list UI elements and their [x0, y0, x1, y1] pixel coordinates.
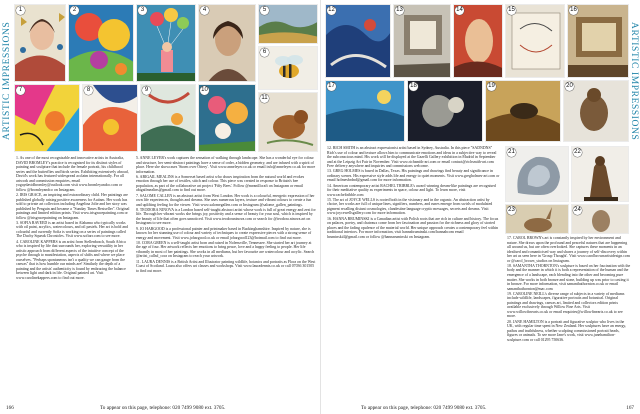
image-number: 2: [70, 6, 79, 15]
artist-entry-5: 5. ANNE LEYER's work captures the sensation of walking through landscape. She has a wonderful eye for colour and structure, her semi-abstract paintings have a sense of order, a hidden geometry, and are infused with a spirit of place. Here she showcases 'Storm over Ottery'. Visit www.anneleyer.co.uk or email info@anneleyer.co.uk for more information.: [136, 156, 316, 174]
image-number: 21: [508, 149, 515, 155]
image-number: 4: [200, 6, 209, 15]
artist-entry-6: 6. ABIGAIL MEALINS is a Somerset based artist who draws inspiration from the natural world and evokes emotion through her use of textiles, stitch and colour. This piece was created in response to Britain's bee population, as part of the collaborative art project 'Fifty Bees'. Follow @meanillcraft on Instagram or email abigailmealins@gmail.com to find out more.: [136, 174, 305, 193]
artist-entry-17: 17. CAROL BROWN's art is constantly inspired by her environment and nature. She draws upon the profound and peaceful natures that are happening all around us, but are often overlooked. She captures these moments in an idealised and romanticised way and shares a journey of self-discovery within her art as seen here in 'Group Thought'. Visit www.carolbrownartistdesign.com or @carol_brown_studios on Instagram.: [507, 236, 630, 263]
artwork-image-13: [393, 4, 451, 78]
image-number: 19: [488, 83, 495, 89]
image-number: 1: [16, 6, 25, 15]
image-number: 9: [142, 86, 151, 95]
right-page: [320, 0, 640, 414]
artwork-image-5: [258, 4, 318, 44]
image-number: 17: [328, 83, 335, 89]
artwork-image-8: [82, 84, 138, 152]
image-number: 22: [574, 149, 581, 155]
artist-entry-10: 10. CORA GREEN is a self-taught artist born and raised in Nolensville, Tennessee. She started her art journey at the age of four. Her artwork reflects her emotions to bring peace, love and a happy feeling to people. Her life vibrantly in most of her paintings. She works in all mediums, but her favourite are watercolour and acrylic. Search @artist_callsd_cora on Instagram to reach your artwork.: [136, 240, 315, 259]
image-number: 15: [508, 7, 515, 13]
section-title-right: ARTISTIC IMPRESSIONS: [629, 21, 639, 141]
image-number: 18: [410, 83, 417, 89]
artwork-image-16: [567, 4, 629, 78]
footer-left: To appear on this page, telephone: 020 7499 9080 ext. 3705.: [100, 405, 226, 411]
image-number: 8: [84, 86, 93, 95]
image-number: 23: [508, 207, 515, 213]
artwork-image-9: [140, 84, 196, 152]
text-column-right-2: [507, 236, 631, 400]
artwork-image-3: [136, 4, 196, 82]
artist-entry-14: 14. American contemporary artist RACHEL TRIBBLE's award winning dream-like paintings are recognised for their meditative quality as experiments in space, colour and light. To learn more, visit www.racheltribble.com: [327, 183, 496, 197]
artwork-image-10: [198, 84, 256, 152]
image-number: 6: [260, 48, 269, 57]
artist-entry-3: 3. SOFIA RAVEED is an artist based in Alabama who typically works with oil paint, acrylics, watercolours, and oil pastels. Her art is bold and colourful and currently Sofia is working on a series of paintings called The Duchy Squeak Chronicles. Visit www.sofiarr.com to see more.: [16, 220, 128, 239]
artist-entry-18: 18. SAMANTHA THORNTON's sculpture is based on her fascination with the body and the manner in which it is both a representation of the human and the emergence of a landscape, each blending into the other and becoming pure matter. She works in both bronze and stone, building up was prior to casting it in bronze. For more information, visit samanthathornton.co.uk or email samanthathornton@mac.com: [507, 263, 631, 291]
artist-entry-20: 20. JANE HAMILTON is a portrait and figurative sculptor who lives in the UK, with regular time spent in New Zealand. Her sculptures have an energy, pathos and truthfulness, whether sculpting commissioned portrait heads, figures or animals. To see more Jane's work, visit www.janehamilton-sculpture.com or call 01295 750636.: [507, 319, 627, 342]
image-number: 5: [260, 6, 269, 15]
artwork-image-23: [505, 204, 569, 234]
artwork-image-19: [485, 80, 561, 142]
section-title-left: ARTISTIC IMPRESSIONS: [2, 21, 12, 141]
artwork-image-24: [571, 204, 629, 234]
artwork-image-1: [14, 4, 66, 82]
image-number: 12: [328, 7, 335, 13]
page-number-right: 167: [626, 405, 634, 411]
image-number: 11: [261, 95, 268, 101]
image-number: 13: [396, 7, 403, 13]
artist-entry-2: 2. IRIS GRACE, an inspiring and extraordinary child. Her paintings are published globally raising positive awareness for Autism. Her work has sold to private art collectors including Angelina Jolie and her story was published by Penguin and became a "Sunday Times Bestseller". Original paintings and limited edition prints. Visit www.irisgracepainting.com or follow @irisgracepainting on Instagram.: [16, 192, 130, 220]
image-number: 14: [456, 7, 463, 13]
artwork-image-4: [198, 4, 256, 82]
image-number: 24: [574, 207, 581, 213]
page-number-left: 166: [6, 405, 14, 411]
artist-entry-7: 7. SALOME CALLEN is an abstract artist from West London. Her work is a colourful, energetic expression of her own life experiences, thoughts and dreams. She uses numerous layers, texture and vibrant colours to create a fun and uplifting feeling for the viewer. Visit www.salomegallen.com or Instagram @salome_gallen_paintings.: [136, 193, 315, 207]
artwork-image-7: [14, 84, 80, 152]
artwork-image-21: [505, 146, 569, 202]
artwork-image-18: [407, 80, 483, 142]
text-column-right-1: [327, 146, 501, 400]
image-number: 3: [138, 6, 147, 15]
artwork-image-17: [325, 80, 405, 142]
artist-entry-4: 4. CAROLINE KAPPERS is an artist from Stellenbosch, South Africa who is inspired by life that surrounds her, exploring versatility in her artistic approach from different aspects of the intuitive concept of the psyche through to manifestation, aspects of shifts and where we place ourselves. "Perhaps spontaneous isn't a quality we can gauge from the canvas" that is how humble our minds are! Similarly the depth of a painting and the artists' authenticity is found by embracing the balance between light and dark in life. Original painted art. Visit www.carolinekappers.com to find out more.: [16, 239, 126, 280]
image-number: 10: [201, 87, 208, 93]
artwork-image-20: [563, 80, 629, 142]
artist-entry-12: 12. RICH SMITH is an abstract expressionist artist based in Sydney, Australia. In this piece "SADNDNS" Rich's use of colour and texture allows him to communicate emotions and ideas in a subjective way to reveal the subconscious mind. His work will be displayed at the Gazelli Gallery exhibition in Madrid in September and at the Leipzig Art Fair in November. Visit www.richsmith-art.com or email contact@richsmith-art.com Free delivery anywhere and inquiries and commissions welcome.: [327, 146, 497, 169]
artist-entry-13: 13. GREG HOLMES is based in Dallas, Texas. His paintings and drawings find beauty and significance in ordinary scenes. His expressive style adds life and energy to quiet moments. Visit www.gregholmes-art.com or email holmesbrdnd@gmail.com for more information.: [327, 169, 500, 183]
artist-entry-8: 8. TEODORA NINOVA is a London based self-taught abstract artist whose work is full of great energy and zest for life. Through her vibrant works she brings joy, positivity and a sense of beauty for your soul, which is inspired by the beauty of life that often goes unnoticed. Visit www.teodoraninova.com or search for @teodora.ninova.art on Instagram to see more.: [136, 207, 316, 226]
text-column-left-1: [16, 156, 132, 400]
artwork-image-12: [325, 4, 391, 78]
artwork-image-11: [258, 92, 318, 152]
artist-entry-1: 1. As one of the most recognisable and innovative artists in Australia, DAVID BROMLEY's practice is recognised for its distinct styles of painting and sculpture that include the female portrait, his childhood series and the butterflies and birds series. Exhibiting extensively abroad, David's work has featured widespread acclaim internationally. For all artwork and commission enquiries, email yogaydavidbromley@outlook.com visit www.bromleyandco.com or follow @bromleyandco on Instagram.: [16, 156, 129, 192]
artist-entry-15: 15. The art of JOYCE WELLS is rooted both in the visionary and in the organic. An abstraction artist by choice, her works are full of unique lines, signifiers, numbers, and runes emerge from swirls of modulated pigment recalling distant cosmologies, clandestine language cryptic messages, secrets and dreams. Visit www.joycewellsgallery.com for more information.: [327, 197, 493, 216]
artist-entry-11: 11. LAURA DENNIS is a British Artist and Illustrator painting wildlife, botanics and portraits as Flora on the West Coast of Scotland. Laura also offers art classes and workshops. Visit www.lauradennis.co.uk or call 07036 301505 to find out more.: [136, 259, 316, 273]
artist-entry-16: 16. HANNA BRUMINSKI is a Canadian artist with Polish roots that are rich in culture and history. The focus on palaces, poetry, and chateaux come from her fascination and passion for the richness and glory of storied places and the fading opulence of the material world. Her unique approach creates a contemporary feel within traditional interiors. For more information, visit hannabruminski.com/hannahcom email hruminski4@gmail.com or follow @hannaruminski on Instagram.: [327, 216, 499, 239]
artwork-image-2: [68, 4, 134, 82]
artist-entry-9: 9. JO HARGOOD is a professional painter and printmaker based in Buckinghamshire. Inspired by nature, she is known for her stunning use of colour and variety of techniques to create expressive pieces with a strong sense of energy and movement. Visit www.johargood.co.uk or email johargood123@hotmail.com to find out more.: [136, 226, 312, 240]
artwork-image-22: [571, 146, 629, 202]
artist-entry-19: 19. CAROLINE NEILL's diverse range of subjects in a variety of mediums include wildlife, landscapes, figurative portraits and botanical. Original paintings and drawings, canvas art, limited and collectors edition prints available exclusively through Willow Fine Arts. Visit www.willowfinearts.co.uk or email enquiries@willowfinearts.co.uk to see more.: [507, 291, 625, 319]
artwork-image-15: [505, 4, 565, 78]
image-number: 16: [570, 7, 577, 13]
image-number: 20: [566, 83, 573, 89]
artwork-image-6: [258, 46, 318, 90]
artwork-image-14: [453, 4, 503, 78]
text-column-left-2: [136, 156, 316, 400]
footer-right: To appear on this page, telephone: 020 7499 9080 ext. 3705.: [361, 405, 487, 411]
image-number: 7: [16, 86, 25, 95]
